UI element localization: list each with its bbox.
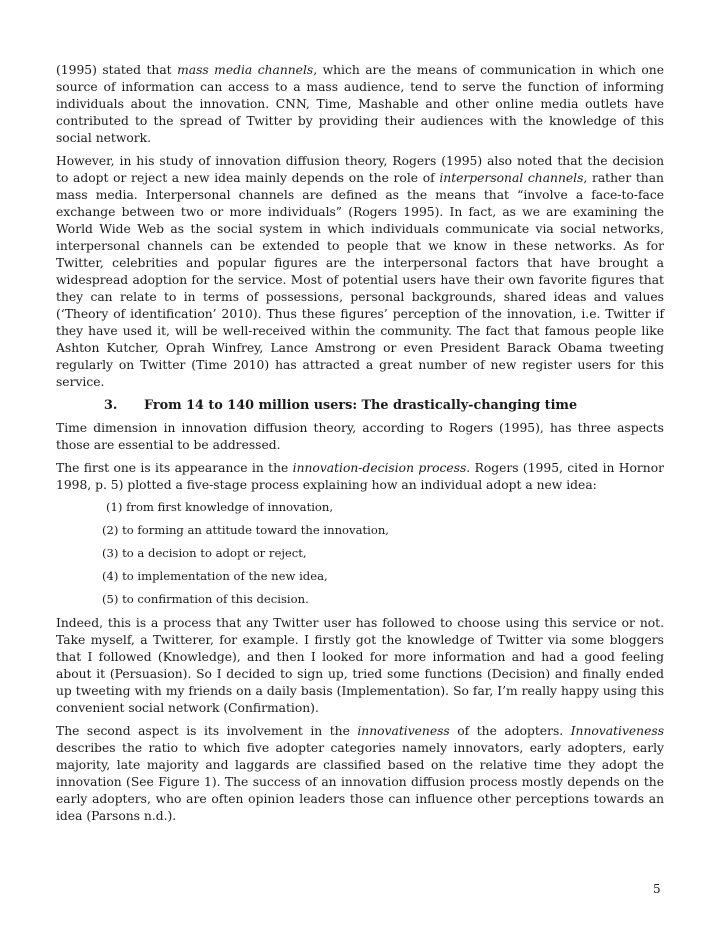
text-run: (1995) stated that xyxy=(56,63,178,77)
page-number: 5 xyxy=(653,882,661,896)
emphasis-text: innovativeness xyxy=(357,724,450,738)
paragraph-mass-media xyxy=(56,62,664,147)
section-number: 3. xyxy=(104,398,118,413)
text-run: of the adopters. xyxy=(449,724,571,738)
text-run: The first one is its appearance in the xyxy=(56,461,293,475)
list-item: (5) to confirmation of this decision. xyxy=(102,592,309,606)
text-run: describes the ratio to which five adopter categories namely innovators, early adopters, early majority, late majority and laggards are classified based on the relative time they adopt the innovation (See Figure 1). The success of an innovation diffusion process mostly depends on the early adopters, who are often opinion leaders those can influence other perceptions towards an idea (Parsons n.d.). xyxy=(56,741,664,823)
paragraph-innovation-decision xyxy=(56,460,664,494)
paragraph-interpersonal-channels xyxy=(56,153,664,391)
section-heading xyxy=(56,397,664,414)
text-run: The second aspect is its involvement in the xyxy=(56,724,358,738)
emphasis-text: mass media channels xyxy=(177,63,314,77)
emphasis-text: interpersonal channels xyxy=(439,171,584,185)
text-run: However, in his study of innovation diffusion theory, Rogers (1995) also noted that the decision to adopt or reject a new idea mainly depends on the role of xyxy=(56,154,664,185)
paragraph-innovativeness xyxy=(56,723,664,825)
paragraph-time-dimension: Time dimension in innovation diffusion theory, according to Rogers (1995), has three aspects those are essential to be addressed. xyxy=(56,421,664,452)
list-item: (1) from first knowledge of innovation, xyxy=(106,500,334,514)
text-run: , which are the means of communication in which one source of information can access to a mass audience, tend to serve the function of informing individuals about the innovation. CNN, Time, Mashable and other online media outlets have contributed to the spread of Twitter by providing their audiences with the knowledge of this social network. xyxy=(56,63,664,145)
paragraph-twitter-example: Indeed, this is a process that any Twitter user has followed to choose using this service or not. Take myself, a Twitterer, for example. I firstly got the knowledge of Twitter via some bloggers that I followed (Knowledge), and then I looked for more information and had a good feeling about it (Persuasion). So I decided to sign up, tried some functions (Decision) and finally ended up tweeting with my friends on a daily basis (Implementation). So far, I’m really happy using this convenient social network (Confirmation). xyxy=(56,616,664,715)
emphasis-text: innovation-decision process xyxy=(292,461,467,475)
document-page xyxy=(56,62,664,831)
text-run: . Rogers (1995, cited in Hornor 1998, p. 5) plotted a five-stage process explaining how an individual adopt a new idea: xyxy=(56,461,664,492)
section-title: From 14 to 140 million users: The drastically-changing time xyxy=(144,398,578,413)
list-item: (2) to forming an attitude toward the innovation, xyxy=(102,523,389,537)
list-item: (3) to a decision to adopt or reject, xyxy=(102,546,307,560)
emphasis-text: Innovativeness xyxy=(570,724,664,738)
text-run: , rather than mass media. Interpersonal channels are defined as the means that “involve a face-to-face exchange between two or more individuals” (Rogers 1995). In fact, as we are examining the World Wide Web as the social system in which individuals communicate via social networks, interpersonal channels can be extended to people that we know in these networks. As for Twitter, celebrities and popular figures are the interpersonal factors that have brought a widespread adoption for the service. Most of potential users have their own favorite figures that they can relate to in terms of possessions, personal backgrounds, shared ideas and values (‘Theory of identification’ 2010). Thus these figures’ perception of the innovation, i.e. Twitter if they have used it, will be well-received within the community. The fact that famous people like Ashton Kutcher, Oprah Winfrey, Lance Amstrong or even President Barack Obama tweeting regularly on Twitter (Time 2010) has attracted a great number of new register users for this service. xyxy=(56,171,664,389)
stage-list xyxy=(56,500,664,607)
list-item: (4) to implementation of the new idea, xyxy=(102,569,328,583)
